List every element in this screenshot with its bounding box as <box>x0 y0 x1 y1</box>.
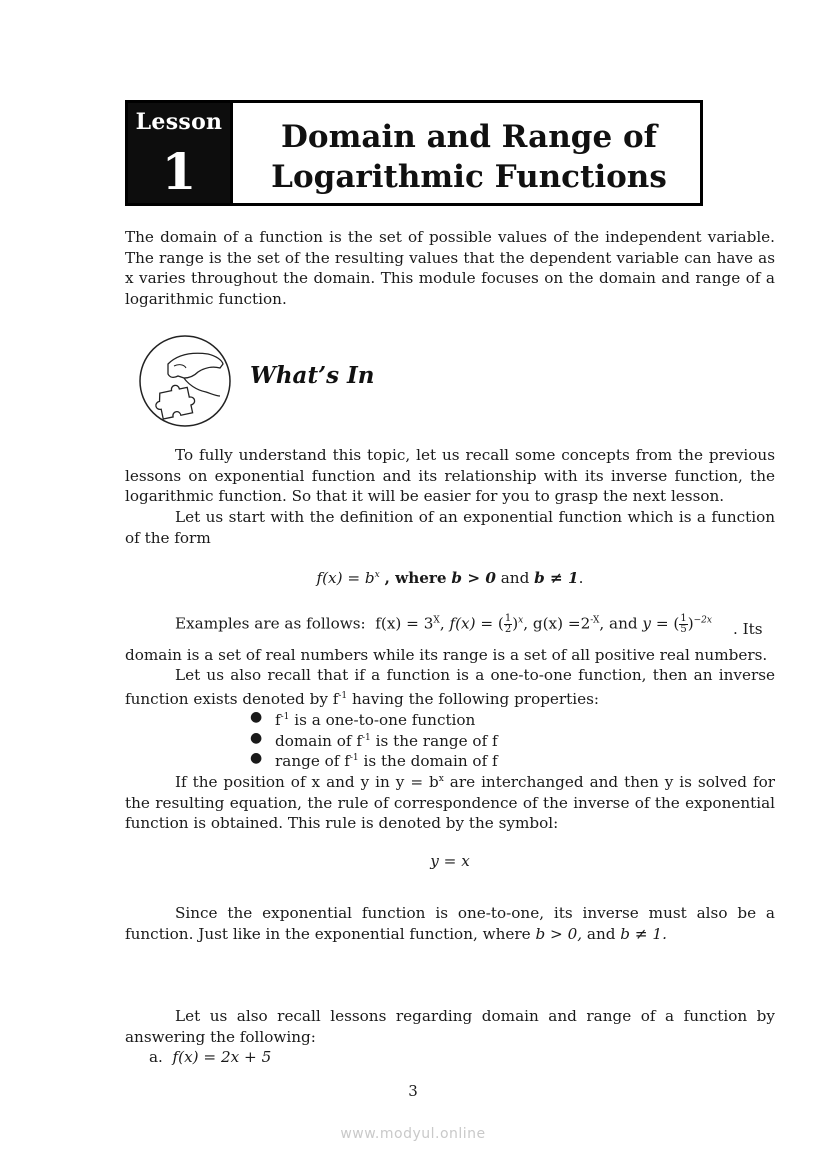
examples-lead: Examples are as follows: <box>175 614 366 633</box>
inverse-text-b: having the following properties: <box>347 689 600 708</box>
paragraph-rule <box>125 769 775 834</box>
example-2-denominator: 2 <box>504 624 512 635</box>
example-4-numerator: 1 <box>680 613 687 624</box>
bullet-1-sup: -1 <box>280 712 290 722</box>
definition-condition-2: b ≠ 1 <box>534 569 579 587</box>
examples-domain-range: domain is a set of real numbers while its range is a set of all positive real numbers. <box>125 646 768 664</box>
title-line-2: Logarithmic Functions <box>271 159 667 195</box>
example-2-lhs: f(x) = <box>449 614 494 633</box>
definition-and: and <box>500 569 530 587</box>
page-number: 3 <box>408 1082 418 1100</box>
one-to-one-cond-2: b ≠ 1. <box>620 924 667 943</box>
bullet-1-a: f <box>275 711 281 729</box>
rule-text-a: If the position of x and y in y = b <box>175 773 439 791</box>
example-3: g(x) =2 <box>532 614 591 633</box>
exercise-item-label: a. <box>149 1048 163 1066</box>
bullet-2-sup: -1 <box>362 732 371 743</box>
bullet-1-b: is a one-to-one function <box>289 711 476 729</box>
definition-where: , where <box>384 569 447 587</box>
examples-and: , and <box>599 614 638 633</box>
puzzle-hand-icon <box>138 334 232 428</box>
lesson-word: Lesson <box>135 109 223 135</box>
inverse-superscript: -1 <box>338 690 348 701</box>
bullet-icon: ● <box>250 709 263 725</box>
exercise-item-a <box>149 1048 271 1066</box>
definition-exponent: x <box>374 570 380 580</box>
lesson-title <box>238 117 700 197</box>
intro-paragraph: The domain of a function is the set of possible values of the independent variable. The range is the set of the resulting values that the dependent variable can have as x varies throughout the domain. This module focuses on the domain and range of a logarithmic function. <box>125 228 775 308</box>
one-to-one-text: Since the exponential function is one-to-one, its inverse must also be a function. Just like in the exponential function, where <box>125 904 775 943</box>
title-line-1: Domain and Range of <box>281 119 657 155</box>
example-4-fraction <box>679 614 687 635</box>
example-2-exponent: x <box>518 615 524 626</box>
example-3-exponent: -X <box>590 615 600 626</box>
example-4-exponent: −2x <box>693 615 712 626</box>
inverse-text-a: Let us also recall that if a function is a one-to-one function, then an inverse function exists denoted by f <box>125 666 775 708</box>
example-2-numerator: 1 <box>504 613 512 624</box>
paragraph-exercise: Let us also recall lessons regarding domain and range of a function by answering the following: <box>125 1007 775 1046</box>
example-4-lhs: y = <box>642 614 669 633</box>
rule-text-b: are interchanged and then y is solved for the resulting equation, the rule of correspondence of the inverse of the exponential function is obtained. This rule is denoted by the symbol: <box>125 773 775 833</box>
one-to-one-and: and <box>582 924 621 943</box>
watermark: www.modyul.online <box>340 1126 486 1142</box>
bullet-2-b: is the range of f <box>370 731 498 750</box>
inverse-rule: y = x <box>430 852 470 870</box>
paragraph-definition-intro: Let us start with the definition of an exponential function which is a function of the form <box>125 508 775 547</box>
one-to-one-cond-1: b > 0, <box>535 924 583 943</box>
bullet-3-sup: -1 <box>349 753 359 764</box>
paragraph-inverse <box>125 665 775 709</box>
lesson-number: 1 <box>161 142 197 201</box>
example-1-exponent: X <box>433 615 440 626</box>
definition-function: f(x) = b <box>316 569 375 587</box>
bullet-icon: ● <box>250 729 263 746</box>
definition-period: . <box>578 569 584 587</box>
exponential-definition <box>125 569 775 587</box>
lesson-header <box>125 100 703 206</box>
examples-tail: . Its <box>733 620 763 638</box>
lesson-tag <box>128 103 233 203</box>
example-1: f(x) = 3 <box>375 614 434 633</box>
bullet-2-a: domain of f <box>275 731 363 750</box>
paragraph-one-to-one <box>125 903 775 944</box>
section-heading: What’s In <box>250 362 375 389</box>
rule-superscript: x <box>438 774 444 784</box>
examples-line: Examples are as follows: $f(x) = 3^X$, f(x) = ( $\frac{1}{2}$ )$^x$, $g(x) =2^{-X}$, and y = ( $\frac{1}{5}$ )$^{-2x}$ <box>175 613 712 635</box>
bullet-3-b: is the domain of f <box>358 752 498 771</box>
exercise-item-expression: f(x) = 2x + 5 <box>172 1048 272 1066</box>
bullet-3-a: range of f <box>275 752 350 771</box>
bullet-icon: ● <box>250 750 263 767</box>
paragraph-recall: To fully understand this topic, let us recall some concepts from the previous lessons on exponential function and its relationship with its inverse function, the logarithmic function. So that it will be easier for you to grasp the next lesson. <box>125 446 775 506</box>
example-2-fraction <box>504 614 512 635</box>
definition-condition-1: b > 0 <box>451 569 496 587</box>
example-4-denominator: 5 <box>680 624 687 635</box>
